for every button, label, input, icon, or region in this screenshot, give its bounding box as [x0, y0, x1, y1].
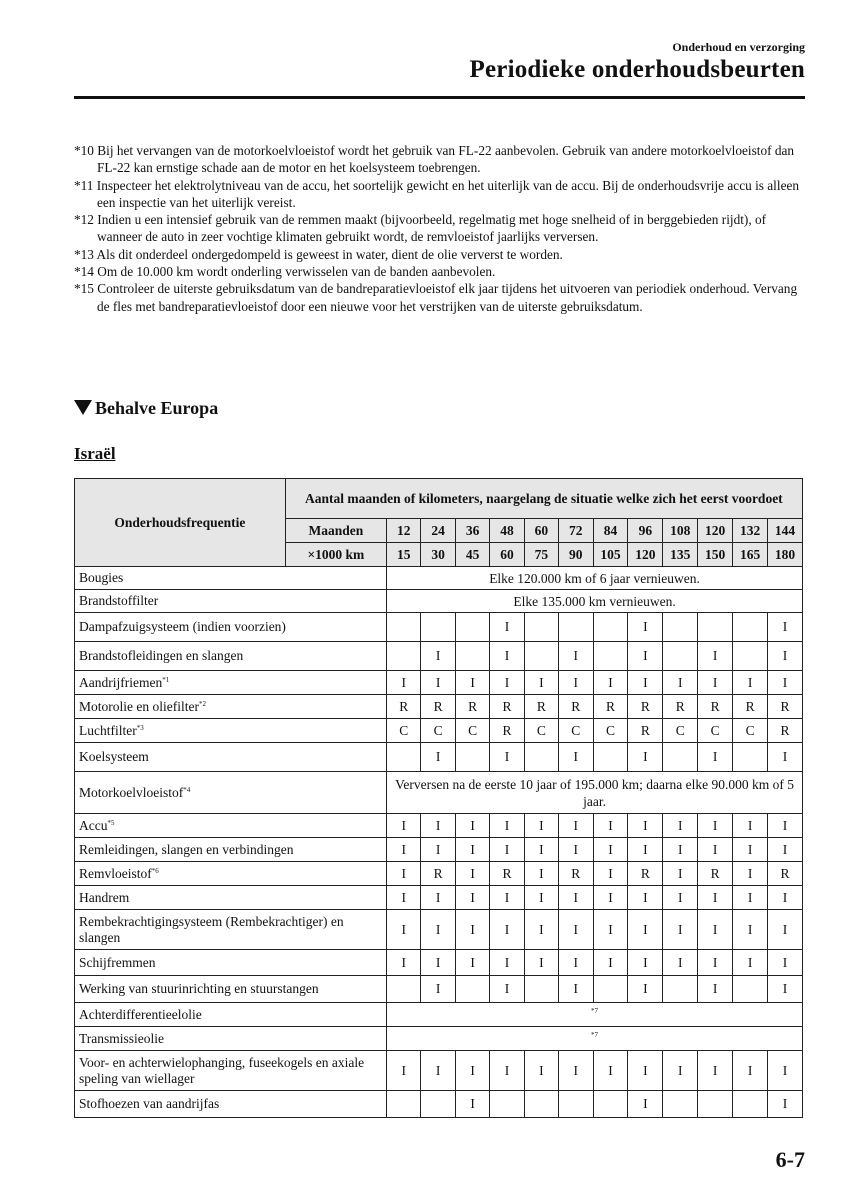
item-name: Motorolie en oliefilter: [79, 698, 199, 714]
km-label: ×1000 km: [285, 543, 386, 567]
interval-cell: I: [593, 838, 628, 862]
interval-cell: [387, 613, 421, 642]
interval-cell: I: [455, 838, 489, 862]
interval-cell: I: [663, 1051, 698, 1091]
table-row: [75, 743, 803, 772]
item-name-cell: [75, 950, 387, 976]
interval-cell: I: [490, 743, 524, 772]
interval-cell: I: [421, 743, 455, 772]
item-name: Voor- en achterwielophanging, fuseekogels en axiale speling van wiellager: [79, 1054, 365, 1086]
months-cell: 12: [387, 519, 421, 543]
km-cell: 90: [559, 543, 593, 567]
interval-cell: I: [455, 814, 489, 838]
interval-cell: [733, 743, 768, 772]
interval-cell: R: [768, 862, 803, 886]
months-cell: 72: [559, 519, 593, 543]
table-row: [75, 695, 803, 719]
months-cell: 144: [768, 519, 803, 543]
interval-cell: I: [559, 950, 593, 976]
interval-span-cell: Verversen na de eerste 10 jaar of 195.000 km; daarna elke 90.000 km of 5 jaar.: [387, 772, 803, 814]
region-subheading: Israël: [74, 444, 116, 463]
item-name-cell: [75, 910, 387, 950]
interval-cell: R: [490, 719, 524, 743]
interval-cell: I: [421, 910, 455, 950]
interval-cell: R: [628, 862, 663, 886]
months-cell: 84: [593, 519, 628, 543]
interval-cell: R: [593, 695, 628, 719]
interval-cell: I: [628, 743, 663, 772]
interval-cell: [455, 976, 489, 1003]
interval-cell: R: [698, 862, 733, 886]
interval-cell: I: [733, 814, 768, 838]
interval-cell: R: [628, 695, 663, 719]
interval-cell: R: [559, 862, 593, 886]
item-name-cell: [75, 1027, 387, 1051]
interval-cell: I: [387, 814, 421, 838]
interval-cell: [455, 613, 489, 642]
interval-cell: I: [559, 838, 593, 862]
item-name-cell: [75, 671, 387, 695]
table-row: [75, 671, 803, 695]
footnote: *14 Om de 10.000 km wordt onderling verwisselen van de banden aanbevolen.: [74, 264, 496, 280]
months-cell: 36: [455, 519, 489, 543]
interval-cell: [593, 642, 628, 671]
months-cell: 48: [490, 519, 524, 543]
interval-cell: I: [628, 886, 663, 910]
months-cell: 96: [628, 519, 663, 543]
item-name: Stofhoezen van aandrijfas: [79, 1096, 220, 1111]
interval-cell: [593, 613, 628, 642]
table-row: [75, 814, 803, 838]
interval-cell: I: [663, 910, 698, 950]
interval-cell: I: [698, 950, 733, 976]
interval-cell: I: [524, 838, 558, 862]
item-name-cell: [75, 642, 387, 671]
interval-cell: I: [628, 814, 663, 838]
interval-cell: [698, 613, 733, 642]
interval-span-cell: *7: [387, 1027, 803, 1051]
interval-cell: I: [490, 976, 524, 1003]
months-label: Maanden: [285, 519, 386, 543]
item-name-cell: [75, 814, 387, 838]
footnote: *13 Als dit onderdeel ondergedompeld is geweest in water, dient de olie ververst te worden.: [74, 246, 563, 262]
interval-cell: I: [490, 613, 524, 642]
interval-cell: I: [559, 671, 593, 695]
interval-cell: I: [768, 1091, 803, 1118]
months-cell: 24: [421, 519, 455, 543]
interval-cell: [387, 743, 421, 772]
km-cell: 15: [387, 543, 421, 567]
km-cell: 105: [593, 543, 628, 567]
item-name: Koelsysteem: [79, 749, 149, 764]
interval-cell: I: [490, 838, 524, 862]
interval-cell: C: [524, 719, 558, 743]
footnote-ref: *3: [136, 723, 144, 732]
km-cell: 30: [421, 543, 455, 567]
interval-cell: R: [628, 719, 663, 743]
footnote-ref: *1: [162, 675, 170, 684]
interval-cell: I: [768, 910, 803, 950]
interval-cell: [663, 1091, 698, 1118]
interval-cell: R: [768, 719, 803, 743]
interval-cell: I: [559, 976, 593, 1003]
item-name: Accu: [79, 817, 108, 833]
item-name-cell: [75, 976, 387, 1003]
item-name: Rembekrachtigingsysteem (Rembekrachtiger) en slangen: [79, 913, 344, 945]
interval-cell: I: [455, 950, 489, 976]
interval-cell: I: [593, 671, 628, 695]
interval-cell: I: [387, 950, 421, 976]
interval-cell: I: [524, 910, 558, 950]
interval-cell: I: [421, 950, 455, 976]
footnote-ref: *4: [183, 785, 191, 794]
interval-cell: I: [455, 862, 489, 886]
km-cell: 135: [663, 543, 698, 567]
item-name: Werking van stuurinrichting en stuurstangen: [79, 981, 319, 996]
interval-cell: I: [663, 862, 698, 886]
header-rule: [74, 96, 805, 99]
interval-cell: I: [421, 1051, 455, 1091]
interval-cell: I: [628, 613, 663, 642]
interval-cell: I: [421, 642, 455, 671]
table-row: [75, 567, 803, 590]
interval-cell: I: [421, 671, 455, 695]
interval-cell: [559, 1091, 593, 1118]
interval-cell: I: [593, 1051, 628, 1091]
footnote: *15 Controleer de uiterste gebruiksdatum van de bandreparatievloeistof elk jaar tijdens het uitvoeren van periodiek onderhoud. Vervang de fles met bandreparatievloeistof door een nieuwe voor het verstrijken van de uiterste gebruiksdatum.: [74, 281, 798, 314]
interval-cell: I: [663, 950, 698, 976]
months-cell: 120: [698, 519, 733, 543]
interval-cell: I: [559, 910, 593, 950]
interval-cell: [593, 976, 628, 1003]
km-cell: 45: [455, 543, 489, 567]
table-row: [75, 886, 803, 910]
interval-cell: [421, 1091, 455, 1118]
interval-cell: I: [768, 814, 803, 838]
header-section-label: Onderhoud en verzorging: [672, 40, 805, 54]
table-row: [75, 838, 803, 862]
table-row: [75, 613, 803, 642]
item-name-cell: [75, 567, 387, 590]
interval-cell: I: [698, 814, 733, 838]
km-cell: 180: [768, 543, 803, 567]
table-row: [75, 1051, 803, 1091]
interval-span-cell: *7: [387, 1003, 803, 1027]
interval-cell: I: [559, 814, 593, 838]
interval-cell: I: [628, 1051, 663, 1091]
item-name-cell: [75, 1003, 387, 1027]
section-heading: [74, 398, 218, 419]
interval-cell: C: [421, 719, 455, 743]
interval-group-header: Aantal maanden of kilometers, naargelang de situatie welke zich het eerst voordoet: [285, 479, 802, 519]
interval-cell: R: [421, 862, 455, 886]
item-name-cell: [75, 743, 387, 772]
interval-cell: I: [593, 862, 628, 886]
item-name: Handrem: [79, 889, 130, 905]
item-name: Bougies: [79, 570, 124, 585]
table-row: [75, 590, 803, 613]
item-name: Brandstofleidingen en slangen: [79, 648, 244, 663]
table-row: [75, 1091, 803, 1118]
interval-cell: [733, 1091, 768, 1118]
interval-cell: I: [387, 838, 421, 862]
interval-cell: I: [490, 642, 524, 671]
item-name: Remleidingen, slangen en verbindingen: [79, 841, 294, 857]
interval-cell: I: [733, 910, 768, 950]
interval-cell: I: [768, 886, 803, 910]
interval-cell: I: [524, 814, 558, 838]
corner-header: Onderhoudsfrequentie: [75, 479, 286, 567]
interval-cell: I: [733, 671, 768, 695]
interval-cell: I: [490, 671, 524, 695]
interval-cell: I: [490, 886, 524, 910]
interval-cell: I: [490, 814, 524, 838]
footnote-ref: *2: [198, 699, 206, 708]
footnote: *10 Bij het vervangen van de motorkoelvloeistof wordt het gebruik van FL-22 aanbevolen. Gebruik van andere motorkoelvloeistof dan FL-22 kan ernstige schade aan de motor en het koelsysteem toebrengen.: [74, 143, 795, 176]
table-row: [75, 862, 803, 886]
item-name: Achterdifferentieelolie: [79, 1006, 202, 1022]
interval-cell: I: [733, 1051, 768, 1091]
interval-cell: I: [698, 642, 733, 671]
interval-cell: [455, 743, 489, 772]
table-row: [75, 642, 803, 671]
interval-cell: I: [524, 671, 558, 695]
km-cell: 165: [733, 543, 768, 567]
item-name-cell: [75, 1091, 387, 1118]
item-name-cell: [75, 772, 387, 814]
interval-cell: [593, 743, 628, 772]
interval-cell: I: [768, 976, 803, 1003]
item-name: Aandrijfriemen: [79, 674, 163, 690]
interval-cell: [387, 1091, 421, 1118]
interval-cell: I: [768, 1051, 803, 1091]
interval-cell: I: [524, 950, 558, 976]
interval-cell: R: [733, 695, 768, 719]
interval-cell: I: [628, 976, 663, 1003]
interval-cell: [663, 642, 698, 671]
table-row: [75, 772, 803, 814]
item-name: Dampafzuigsysteem (indien voorzien): [79, 619, 286, 634]
interval-cell: I: [559, 886, 593, 910]
interval-cell: R: [455, 695, 489, 719]
interval-cell: I: [698, 1051, 733, 1091]
footnote-ref: *6: [151, 866, 159, 875]
interval-cell: C: [593, 719, 628, 743]
interval-cell: I: [490, 950, 524, 976]
interval-span-cell: Elke 135.000 km vernieuwen.: [387, 590, 803, 613]
interval-cell: I: [698, 886, 733, 910]
interval-cell: C: [455, 719, 489, 743]
interval-cell: [698, 1091, 733, 1118]
km-cell: 150: [698, 543, 733, 567]
interval-cell: I: [663, 886, 698, 910]
interval-cell: R: [559, 695, 593, 719]
interval-cell: [733, 642, 768, 671]
interval-cell: C: [663, 719, 698, 743]
km-cell: 75: [524, 543, 558, 567]
interval-cell: I: [628, 671, 663, 695]
footnote-ref: *5: [107, 818, 115, 827]
interval-cell: C: [733, 719, 768, 743]
interval-cell: I: [768, 950, 803, 976]
interval-cell: [559, 613, 593, 642]
interval-cell: I: [593, 814, 628, 838]
interval-cell: I: [455, 1051, 489, 1091]
item-name: Luchtfilter: [79, 722, 137, 738]
interval-cell: [663, 743, 698, 772]
interval-cell: I: [698, 976, 733, 1003]
page-title: Periodieke onderhoudsbeurten: [469, 56, 805, 83]
km-cell: 60: [490, 543, 524, 567]
interval-cell: I: [455, 886, 489, 910]
interval-cell: R: [698, 695, 733, 719]
item-name-cell: [75, 719, 387, 743]
interval-cell: [387, 976, 421, 1003]
interval-cell: R: [524, 695, 558, 719]
interval-cell: I: [733, 838, 768, 862]
interval-cell: I: [490, 910, 524, 950]
interval-cell: I: [387, 671, 421, 695]
interval-cell: R: [663, 695, 698, 719]
months-cell: 60: [524, 519, 558, 543]
interval-cell: I: [663, 814, 698, 838]
table-row: [75, 1003, 803, 1027]
interval-cell: I: [455, 910, 489, 950]
interval-cell: I: [768, 743, 803, 772]
interval-cell: I: [421, 814, 455, 838]
item-name: Transmissieolie: [79, 1030, 165, 1046]
interval-cell: [593, 1091, 628, 1118]
interval-cell: I: [628, 838, 663, 862]
interval-cell: I: [698, 838, 733, 862]
interval-cell: I: [698, 910, 733, 950]
interval-cell: I: [490, 1051, 524, 1091]
interval-cell: R: [490, 862, 524, 886]
interval-cell: I: [768, 671, 803, 695]
interval-cell: C: [559, 719, 593, 743]
interval-cell: [455, 642, 489, 671]
months-cell: 132: [733, 519, 768, 543]
interval-cell: I: [455, 671, 489, 695]
table-row: [75, 910, 803, 950]
interval-cell: I: [559, 743, 593, 772]
item-name-cell: [75, 838, 387, 862]
interval-cell: I: [733, 862, 768, 886]
table-row: [75, 950, 803, 976]
interval-cell: I: [628, 642, 663, 671]
section-heading-text: Behalve Europa: [95, 398, 219, 418]
interval-cell: I: [733, 950, 768, 976]
interval-cell: I: [663, 671, 698, 695]
triangle-down-icon: [74, 400, 92, 415]
table-row: [75, 1027, 803, 1051]
interval-cell: I: [559, 1051, 593, 1091]
interval-cell: I: [524, 862, 558, 886]
interval-cell: I: [768, 642, 803, 671]
interval-cell: I: [663, 838, 698, 862]
interval-cell: I: [628, 1091, 663, 1118]
interval-cell: I: [387, 886, 421, 910]
interval-cell: I: [698, 671, 733, 695]
interval-cell: [524, 1091, 558, 1118]
footnote: *12 Indien u een intensief gebruik van de remmen maakt (bijvoorbeeld, regelmatig met hoge snelheid of in berggebieden rijdt), of wanneer de auto in zeer vochtige klimaten gebruikt wordt, de remvloeistof jaarlijks verversen.: [74, 212, 767, 245]
interval-cell: I: [559, 642, 593, 671]
interval-cell: [524, 743, 558, 772]
interval-cell: [663, 613, 698, 642]
interval-cell: [524, 642, 558, 671]
item-name: Motorkoelvloeistof: [79, 784, 184, 800]
interval-cell: [733, 613, 768, 642]
interval-cell: I: [768, 838, 803, 862]
interval-cell: R: [387, 695, 421, 719]
interval-cell: I: [524, 1051, 558, 1091]
interval-cell: I: [421, 886, 455, 910]
item-name-cell: [75, 695, 387, 719]
item-name: Remvloeistof: [79, 865, 152, 881]
item-name-cell: [75, 1051, 387, 1091]
interval-cell: R: [421, 695, 455, 719]
item-name: Brandstoffilter: [79, 593, 159, 608]
interval-cell: C: [698, 719, 733, 743]
item-name-cell: [75, 862, 387, 886]
interval-cell: I: [421, 838, 455, 862]
interval-cell: I: [698, 743, 733, 772]
item-name-cell: [75, 613, 387, 642]
interval-cell: I: [768, 613, 803, 642]
interval-cell: I: [628, 950, 663, 976]
interval-cell: I: [387, 1051, 421, 1091]
interval-cell: [663, 976, 698, 1003]
interval-cell: I: [593, 950, 628, 976]
item-name-cell: [75, 886, 387, 910]
item-name-cell: [75, 590, 387, 613]
interval-cell: [490, 1091, 524, 1118]
footnotes: [74, 142, 809, 315]
km-cell: 120: [628, 543, 663, 567]
page-number: 6-7: [775, 1147, 805, 1172]
interval-cell: I: [455, 1091, 489, 1118]
maintenance-schedule-table: [74, 478, 803, 1118]
interval-cell: I: [733, 886, 768, 910]
interval-cell: I: [593, 910, 628, 950]
interval-cell: R: [490, 695, 524, 719]
footnote: *11 Inspecteer het elektrolytniveau van de accu, het soortelijk gewicht en het uiterlijk van de accu. Bij de onderhoudsvrije accu is alleen een inspectie van het uiterlijk vereist.: [74, 177, 800, 210]
interval-cell: I: [524, 886, 558, 910]
item-name: Schijfremmen: [79, 954, 156, 970]
interval-cell: I: [387, 910, 421, 950]
months-cell: 108: [663, 519, 698, 543]
interval-cell: [524, 613, 558, 642]
table-row: [75, 719, 803, 743]
interval-cell: I: [421, 976, 455, 1003]
interval-cell: [524, 976, 558, 1003]
table-row: [75, 976, 803, 1003]
interval-cell: R: [768, 695, 803, 719]
interval-cell: [421, 613, 455, 642]
interval-span-cell: Elke 120.000 km of 6 jaar vernieuwen.: [387, 567, 803, 590]
interval-cell: [387, 642, 421, 671]
interval-cell: I: [593, 886, 628, 910]
interval-cell: [733, 976, 768, 1003]
interval-cell: I: [387, 862, 421, 886]
interval-cell: C: [387, 719, 421, 743]
interval-cell: I: [628, 910, 663, 950]
